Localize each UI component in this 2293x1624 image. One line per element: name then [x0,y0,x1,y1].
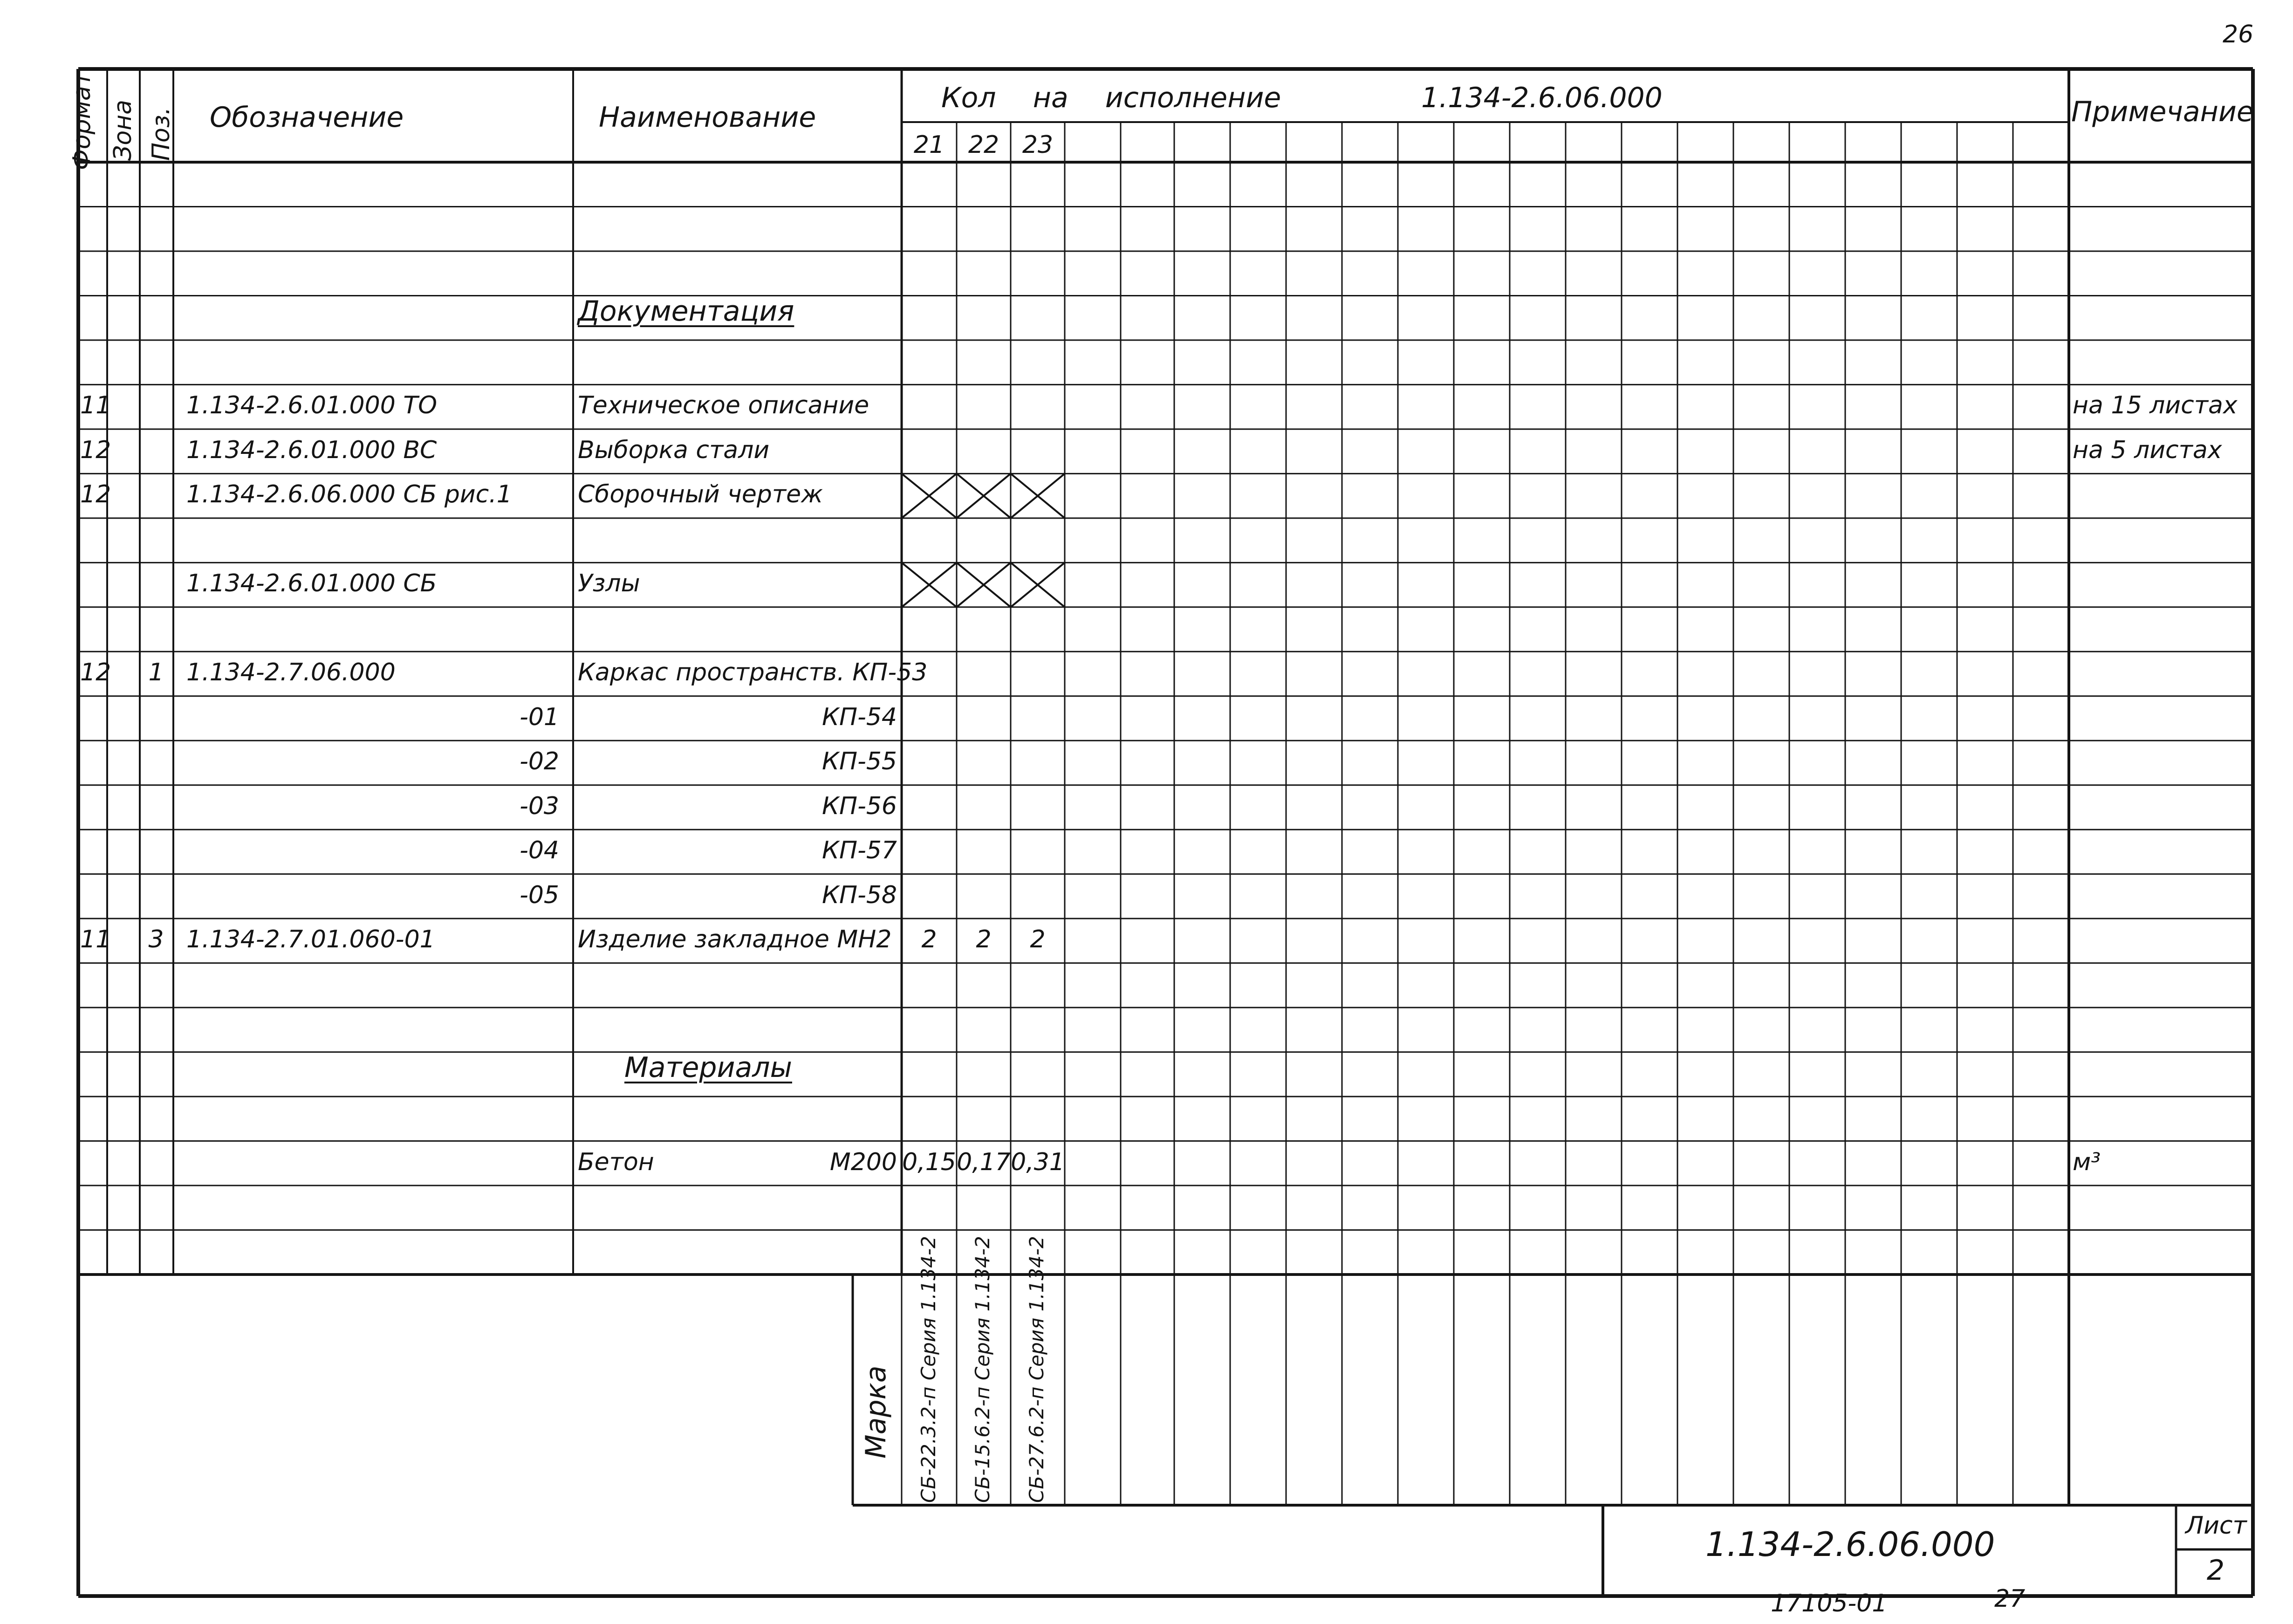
row-designation: -03 [520,792,559,820]
row-format: 12 [80,658,111,687]
header-format: Формат [68,72,96,170]
marka-item-1: СБ-22.3.2-п Серия 1.134-2 [917,1236,940,1503]
row-name: Бетон [578,1148,654,1176]
header-quantity-code: 1.134-2.6.06.000 [1421,82,1663,114]
page-number: 26 [2223,21,2254,48]
section-heading: Документация [578,295,794,328]
row-position: 1 [148,658,164,687]
row-format: 12 [80,436,111,464]
header-quantity-title: Кол на исполнение [941,82,1281,114]
header-note: Примечание [2071,96,2254,128]
row-designation: -02 [520,747,559,776]
row-position: 3 [148,925,164,954]
row-designation: -05 [520,881,559,909]
row-name-grade: М200 [829,1148,897,1176]
row-designation: 1.134-2.6.01.000 СБ [186,569,437,598]
row-designation: -04 [520,836,559,865]
sheet-number: 2 [2206,1554,2225,1587]
variant-column-22: 22 [968,131,999,159]
header-zone: Зона [109,99,137,161]
row-quantity-21: 0,15 [902,1148,956,1176]
row-quantity-23: 0,31 [1011,1148,1065,1176]
row-format: 11 [80,925,111,954]
row-name: Сборочный чертеж [578,480,823,509]
row-quantity-21: 2 [921,925,937,954]
archive-code: 17105-01 [1771,1590,1888,1617]
header-designation: Обозначение [210,101,404,134]
row-designation: -01 [520,703,559,731]
row-note: на 15 листах [2073,391,2238,420]
row-quantity-22: 0,17 [957,1148,1011,1176]
row-format: 12 [80,480,111,509]
row-name: КП-55 [822,747,897,776]
sheet-label: Лист [2185,1512,2247,1540]
row-designation: 1.134-2.6.01.000 ВС [186,436,437,464]
row-designation: 1.134-2.6.01.000 ТО [186,391,438,420]
header-position: Поз. [147,107,175,161]
row-designation: 1.134-2.7.01.060-01 [186,925,435,954]
row-name: КП-58 [822,881,897,909]
row-name: Каркас пространств. КП-53 [578,658,928,687]
row-designation: 1.134-2.7.06.000 [186,658,396,687]
marka-label: Марка [860,1365,892,1459]
row-name: Техническое описание [578,391,869,420]
row-name: КП-56 [822,792,897,820]
row-name: КП-57 [822,836,897,865]
row-designation: 1.134-2.6.06.000 СБ рис.1 [186,480,512,509]
row-note: на 5 листах [2073,436,2222,464]
row-format: 11 [80,391,111,420]
row-quantity-22: 2 [976,925,992,954]
archive-page: 27 [1994,1585,2026,1613]
header-name: Наименование [599,101,816,134]
section-heading: Материалы [624,1051,792,1084]
variant-column-23: 23 [1022,131,1054,159]
marka-item-3: СБ-27.6.2-п Серия 1.134-2 [1025,1236,1048,1503]
variant-column-21: 21 [913,131,945,159]
row-quantity-23: 2 [1030,925,1046,954]
row-name: Выборка стали [578,436,770,464]
marka-item-2: СБ-15.6.2-п Серия 1.134-2 [971,1236,994,1503]
row-name: КП-54 [822,703,897,731]
row-name: Изделие закладное МН2 [578,925,892,954]
title-block-code: 1.134-2.6.06.000 [1705,1525,1995,1564]
row-name: Узлы [578,569,640,598]
row-note: м³ [2073,1148,2101,1176]
